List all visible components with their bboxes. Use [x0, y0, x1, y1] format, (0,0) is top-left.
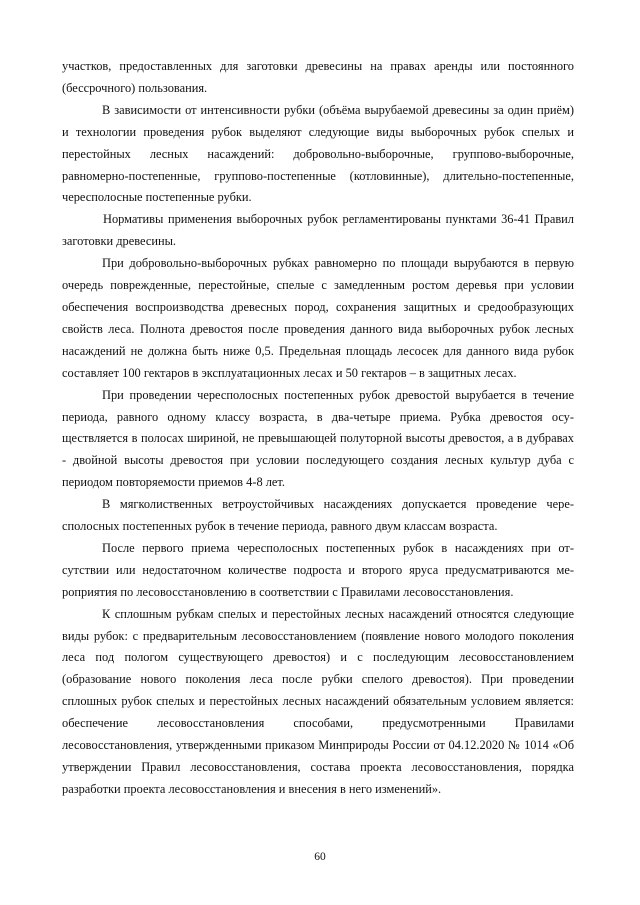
page-number: 60	[314, 851, 326, 863]
paragraph-clear-cutting: К сплошным рубкам спелых и перестойных лесных насаждений относятся следующие виды рубок: с предварительным лесовосстановлением (появление нового молодого поколения леса под пологом существующего древостоя) и с последующим лесовосстановлением (образование нового поколения леса после рубки спелого древостоя). При проведении сплошных рубок спелых и перестойных лесных насаждений обязательным условием является: обеспечение лесовосстановления способами, предусмотренными Правилами лесовосстановления, утвержденными приказом Минприроды России от 04.12.2020 № 1014 «Об утверждении Правил лесовосстановления, состава проекта лесовосстановления, порядка разработки проекта лесовосстановления и внесения в него изменений».	[62, 606, 574, 796]
paragraph-strip-gradual: При проведении чересполосных постепенных рубок древостой вырубается в течение периода, равного одному классу возраста, в два-четыре приема. Рубка древостоя осуществляется в полосах шириной, не превышающей полуторной высоты древостоя, а в дубравах - двойной высоты древостоя при условии последующего создания лесных культур дуба с периодом повторяемости приемов 4-8 лет.	[62, 387, 574, 490]
paragraph-cutting-norms: Нормативы применения выборочных рубок регламентированы пунктами 36-41 Правил заготовки древесины.	[62, 212, 574, 249]
document-page	[62, 56, 574, 801]
paragraph-softwood-stands: В мягколиственных ветроустойчивых насаждениях допускается проведение чересполосных постепенных рубок в течение периода, равного двум классам возраста.	[62, 497, 574, 534]
paragraph-voluntary-selective: При добровольно-выборочных рубках равномерно по площади вырубаются в первую очередь поврежденные, перестойные, спелые с замедленным ростом деревья при условии обеспечения воспроизводства древесных пород, сохранения защитных и средообразующих свойств леса. Полнота древостоя после проведения данного вида выборочных рубок лесных насаждений не должна быть ниже 0,5. Предельная площадь лесосек для данного вида рубок составляет 100 гектаров в эксплуатационных лесах и 50 гектаров – в защитных лесах.	[62, 256, 574, 380]
paragraph-continuation: участков, предоставленных для заготовки древесины на правах аренды или постоянного (бессрочного) пользования.	[62, 59, 574, 95]
paragraph-after-first-stage: После первого приема чересполосных постепенных рубок в насаждениях при отсутствии или недостаточном количестве подроста и второго яруса предусматриваются мероприятия по лесовосстановлению в соответствии с Правилами лесовосстановления.	[62, 540, 574, 599]
paragraph-cutting-types: В зависимости от интенсивности рубки (объёма вырубаемой древесины за один приём) и технологии проведения рубок выделяют следующие виды выборочных рубок спелых и перестойных лесных насаждений: добровольно-выборочные, группово-выборочные, равномерно-постепенные, группово-постепенные (котловинные), длительно-постепенные, чересполосные постепенные рубки.	[62, 102, 574, 205]
